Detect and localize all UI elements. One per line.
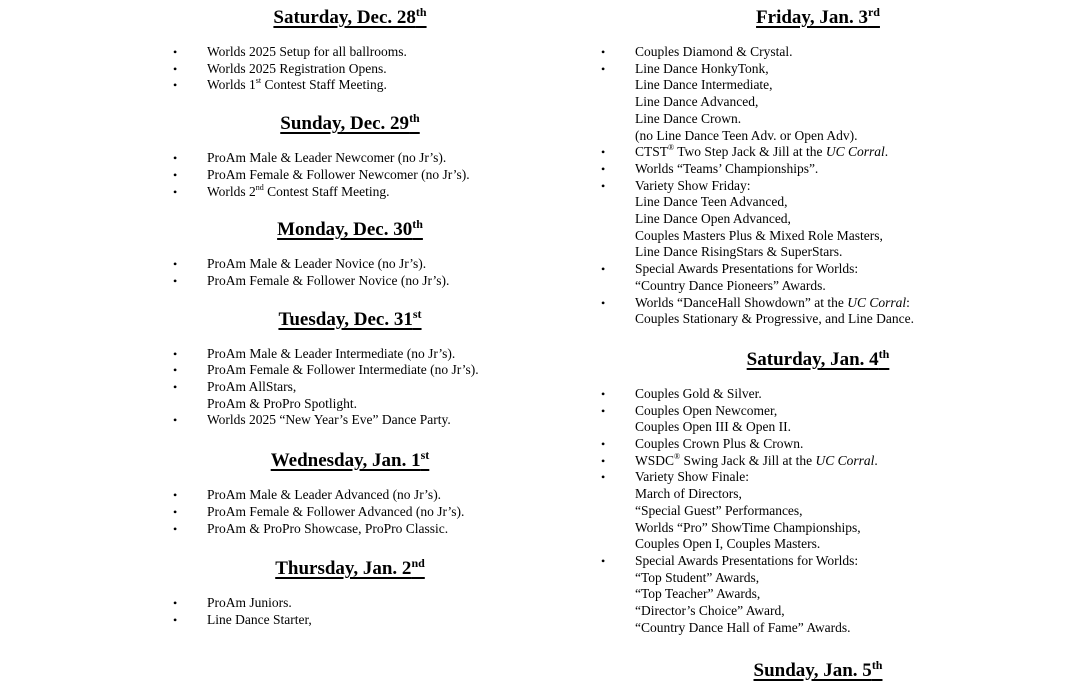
bullet-icon: • (173, 504, 178, 519)
list-item: • Worlds “Teams’ Championships”. (601, 160, 819, 176)
event-list (170, 595, 530, 628)
list-item: • Line Dance HonkyTonk, Line Dance Intermediate, Line Dance Advanced, Line Dance Crown. (no Line Dance Teen Adv. or Open Adv). (601, 60, 858, 143)
day-title: Tuesday, Dec. 31st (278, 306, 422, 330)
day-section (598, 651, 1038, 683)
bullet-icon: • (173, 78, 178, 93)
day-section (170, 0, 530, 94)
bullet-icon: • (601, 161, 606, 176)
bullet-icon: • (173, 184, 178, 199)
list-item: • Special Awards Presentations for Worlds: “Top Student” Awards, “Top Teacher” Awards, “Director’s Choice” Award, “Country Dance Hall of Fame” Awards. (601, 552, 859, 635)
bullet-icon: • (173, 413, 178, 428)
bullet-icon: • (601, 262, 606, 277)
day-title: Friday, Jan. 3rd (756, 5, 880, 28)
day-section (170, 551, 530, 628)
bullet-icon: • (601, 437, 606, 452)
list-item: • ProAm AllStars, ProAm & ProPro Spotlight. (173, 379, 358, 411)
list-item: • WSDC® Swing Jack & Jill at the UC Corral. (601, 451, 878, 468)
list-item: • Worlds 2025 “New Year’s Eve” Dance Party. (173, 412, 451, 428)
event-list (170, 346, 530, 430)
bullet-icon: • (173, 273, 178, 288)
event-list (170, 44, 530, 94)
list-item: • Worlds 2025 Setup for all ballrooms. (173, 44, 407, 59)
event-list (170, 487, 530, 537)
day-title: Sunday, Jan. 5th (753, 657, 883, 681)
day-section (598, 0, 1038, 328)
bullet-icon: • (601, 553, 606, 568)
list-item: • ProAm Female & Follower Intermediate (no Jr’s). (173, 362, 479, 378)
day-title: Saturday, Jan. 4th (746, 346, 890, 370)
list-item: • Special Awards Presentations for Worlds: “Country Dance Pioneers” Awards. (601, 261, 859, 293)
list-item: • Worlds 2025 Registration Opens. (173, 60, 387, 76)
list-item: • ProAm Male & Leader Intermediate (no Jr’s). (173, 345, 456, 361)
list-item: • Line Dance Starter, (173, 611, 312, 627)
bullet-icon: • (601, 61, 606, 76)
bullet-icon: • (601, 295, 606, 310)
bullet-icon: • (173, 521, 178, 536)
bullet-icon: • (601, 403, 606, 418)
event-list (170, 150, 530, 200)
list-item: • ProAm Female & Follower Advanced (no Jr’s). (173, 503, 465, 519)
day-section (170, 443, 530, 537)
bullet-icon: • (601, 386, 606, 401)
list-item: • ProAm & ProPro Showcase, ProPro Classic. (173, 520, 449, 536)
bullet-icon: • (601, 470, 606, 485)
bullet-icon: • (601, 178, 606, 193)
day-title: Sunday, Dec. 29th (280, 111, 420, 135)
bullet-icon: • (173, 61, 178, 76)
day-title: Saturday, Dec. 28th (273, 5, 427, 28)
day-section (170, 212, 530, 289)
bullet-icon: • (173, 257, 178, 272)
bullet-icon: • (601, 45, 606, 59)
right-column (598, 0, 1038, 683)
day-section (170, 106, 530, 200)
list-item: • ProAm Female & Follower Newcomer (no Jr’s). (173, 166, 470, 182)
day-title: Monday, Dec. 30th (277, 217, 423, 241)
bullet-icon: • (173, 363, 178, 378)
day-section (170, 302, 530, 430)
bullet-icon: • (173, 45, 178, 59)
event-list (170, 256, 530, 289)
bullet-icon: • (173, 488, 178, 503)
day-title: Wednesday, Jan. 1st (270, 448, 430, 472)
bullet-icon: • (601, 145, 606, 160)
list-item: • Couples Open Newcomer, Couples Open III & Open II. (601, 402, 791, 435)
list-item: • ProAm Female & Follower Novice (no Jr’s). (173, 272, 450, 288)
day-section (598, 342, 1038, 637)
bullet-icon: • (601, 453, 606, 468)
day-title: Thursday, Jan. 2nd (275, 556, 425, 580)
bullet-icon: • (173, 612, 178, 627)
bullet-icon: • (173, 151, 178, 166)
list-item: • ProAm Male & Leader Advanced (no Jr’s). (173, 487, 442, 503)
list-item: • ProAm Male & Leader Newcomer (no Jr’s). (173, 150, 447, 166)
list-item: • Worlds 2nd Contest Staff Meeting. (173, 182, 390, 199)
event-list (598, 44, 1038, 328)
event-list (598, 386, 1038, 637)
list-item: • Couples Diamond & Crystal. (601, 44, 793, 59)
list-item: • Couples Gold & Silver. (601, 385, 762, 401)
list-item: • Couples Crown Plus & Crown. (601, 436, 804, 452)
bullet-icon: • (173, 346, 178, 361)
list-item: • Variety Show Finale: March of Directors, “Special Guest” Performances, Worlds “Pro” ShowTime Championships, Couples Open I, Couples Masters. (601, 469, 861, 552)
bullet-icon: • (173, 167, 178, 182)
bullet-icon: • (173, 596, 178, 611)
list-item: • ProAm Juniors. (173, 595, 292, 611)
list-item: • CTST® Two Step Jack & Jill at the UC Corral. (601, 143, 889, 160)
list-item: • ProAm Male & Leader Novice (no Jr’s). (173, 256, 427, 272)
left-column (170, 0, 530, 629)
list-item: • Worlds “DanceHall Showdown” at the UC Corral: Couples Stationary & Progressive, and Line Dance. (601, 294, 914, 327)
list-item: • Variety Show Friday: Line Dance Teen Advanced, Line Dance Open Advanced, Couples Masters Plus & Mixed Role Masters, Line Dance RisingStars & SuperStars. (601, 177, 883, 260)
bullet-icon: • (173, 380, 178, 395)
list-item: • Worlds 1st Contest Staff Meeting. (173, 76, 387, 93)
